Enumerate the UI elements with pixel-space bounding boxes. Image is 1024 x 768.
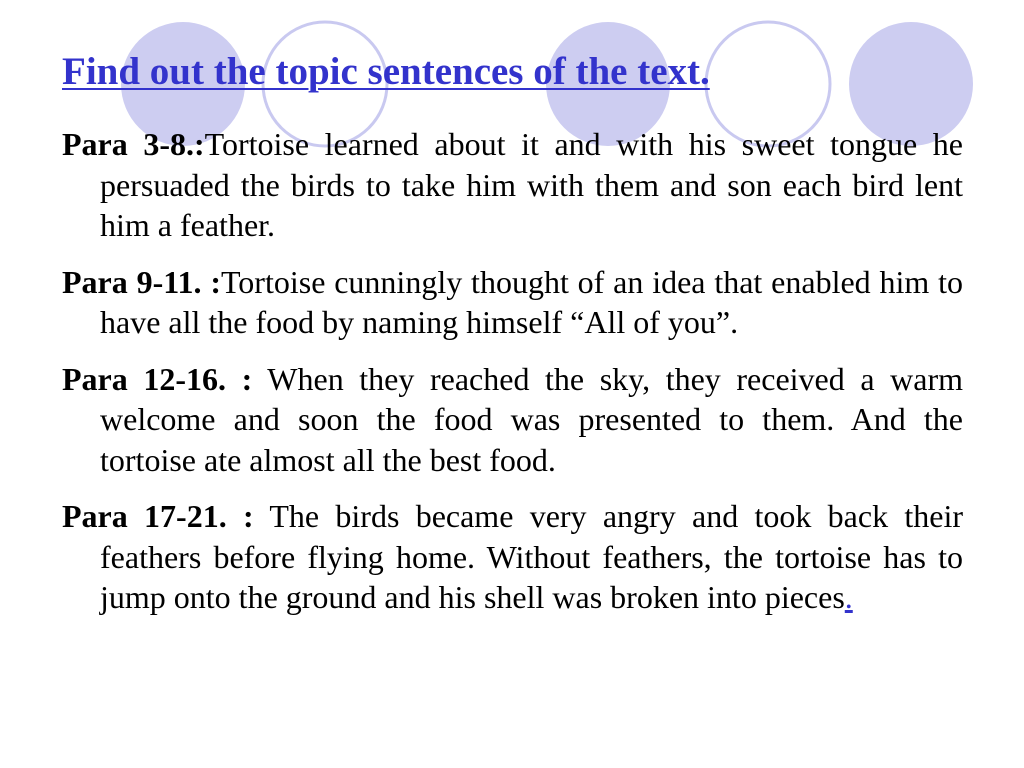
trailing-period-link[interactable]: . (844, 579, 853, 615)
paragraph-item (62, 496, 963, 618)
paragraph-text: The birds became very angry and took back their feathers before flying home. Without feathers, the tortoise has to jump onto the ground and his shell was broken into pieces (100, 498, 964, 615)
paragraph-item (62, 359, 963, 481)
paragraph-text: Tortoise cunningly thought of an idea that enabled him to have all the food by naming himself “All of you”. (100, 263, 964, 340)
paragraph-text: Tortoise learned about it and with his sweet tongue he persuaded the birds to take him with them and son each bird lent him a feather. (100, 126, 964, 243)
paragraph-label: Para 3-8.: (62, 126, 205, 162)
paragraph-text: When they reached the sky, they received a warm welcome and soon the food was presented to them. And the tortoise ate almost all the best food. (100, 360, 964, 478)
paragraph-label: Para 17-21. : (62, 498, 254, 534)
paragraph-label: Para 12-16. : (62, 360, 253, 397)
slide-title: Find out the topic sentences of the text. (62, 50, 710, 93)
paragraph-item (62, 262, 963, 343)
paragraph-item (62, 124, 963, 246)
paragraph-label: Para 9-11. : (62, 263, 221, 300)
topic-sentence-list (62, 124, 963, 634)
